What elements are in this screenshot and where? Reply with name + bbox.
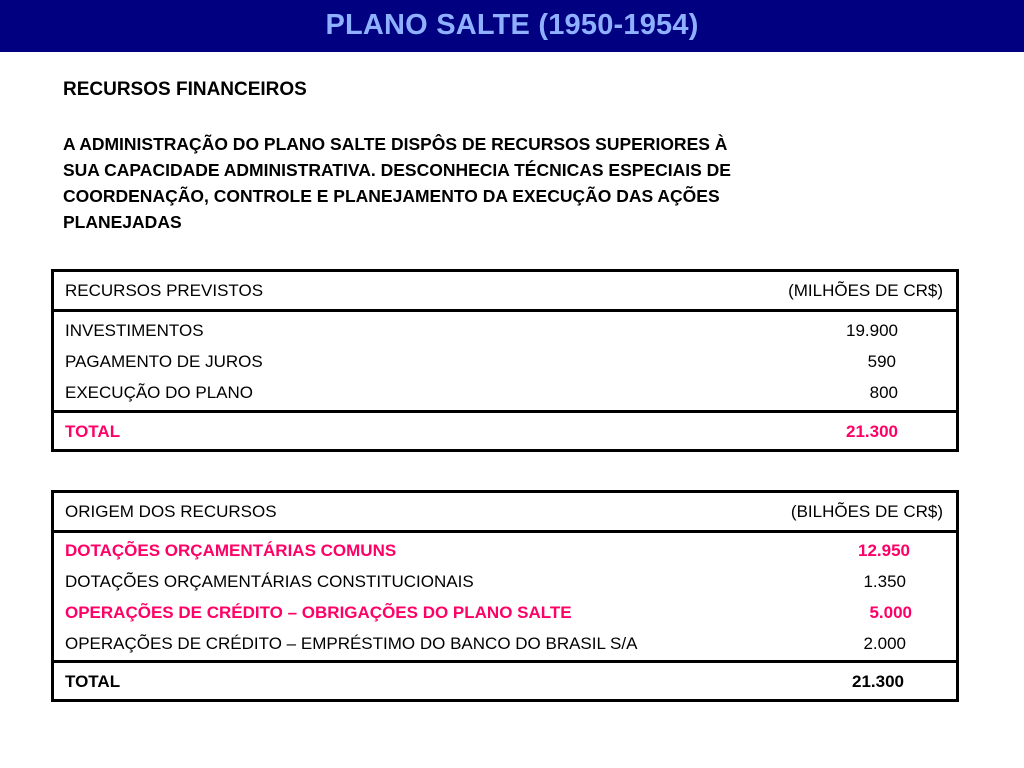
row-label: EXECUÇÃO DO PLANO xyxy=(65,383,253,402)
total-value: 21.300 xyxy=(852,672,904,691)
table-total-row xyxy=(54,663,956,699)
table-row xyxy=(54,628,956,659)
table-row xyxy=(54,566,956,597)
table-header xyxy=(54,272,956,312)
resources-origin-table xyxy=(51,490,959,702)
total-value: 21.300 xyxy=(846,422,898,441)
table-row xyxy=(54,315,956,346)
row-label: DOTAÇÕES ORÇAMENTÁRIAS COMUNS xyxy=(65,541,397,560)
total-label: TOTAL xyxy=(65,672,121,691)
row-label: OPERAÇÕES DE CRÉDITO – EMPRÉSTIMO DO BANCO DO BRASIL S/A xyxy=(65,634,638,653)
table-row xyxy=(54,377,956,408)
row-value: 1.350 xyxy=(863,572,906,591)
table-row xyxy=(54,346,956,377)
row-value: 12.950 xyxy=(858,541,910,560)
row-value: 800 xyxy=(869,383,898,402)
table-header xyxy=(54,493,956,533)
intro-paragraph: A ADMINISTRAÇÃO DO PLANO SALTE DISPÔS DE RECURSOS SUPERIORES À SUA CAPACIDADE ADMINISTRATIVA. DESCONHECIA TÉCNICAS ESPECIAIS DE COORDENAÇÃO, CONTROLE E PLANEJAMENTO DA EXECUÇÃO DAS AÇÕES PLANEJADAS xyxy=(63,134,731,232)
row-value: 2.000 xyxy=(863,634,906,653)
table-unit-label: (BILHÕES DE CR$) xyxy=(790,502,943,521)
table-total-row xyxy=(54,413,956,449)
section-heading: RECURSOS FINANCEIROS xyxy=(63,79,307,100)
row-label: INVESTIMENTOS xyxy=(65,321,204,340)
table-unit-label: (MILHÕES DE CR$) xyxy=(788,281,943,300)
table-header-label: ORIGEM DOS RECURSOS xyxy=(65,502,277,521)
page-title: PLANO SALTE (1950-1954) xyxy=(325,8,699,41)
table-body xyxy=(54,312,956,413)
table-row xyxy=(54,597,956,628)
row-value: 19.900 xyxy=(846,321,898,340)
title-bar xyxy=(0,0,1024,52)
table-header-label: RECURSOS PREVISTOS xyxy=(65,281,264,300)
resources-forecast-table xyxy=(51,269,959,452)
table-body xyxy=(54,533,956,663)
total-label: TOTAL xyxy=(65,422,121,441)
row-label: PAGAMENTO DE JUROS xyxy=(65,352,263,371)
row-label: OPERAÇÕES DE CRÉDITO – OBRIGAÇÕES DO PLANO SALTE xyxy=(65,603,572,622)
table-row xyxy=(54,535,956,566)
row-label: DOTAÇÕES ORÇAMENTÁRIAS CONSTITUCIONAIS xyxy=(65,572,474,591)
row-value: 590 xyxy=(867,352,896,371)
row-value: 5.000 xyxy=(869,603,912,622)
